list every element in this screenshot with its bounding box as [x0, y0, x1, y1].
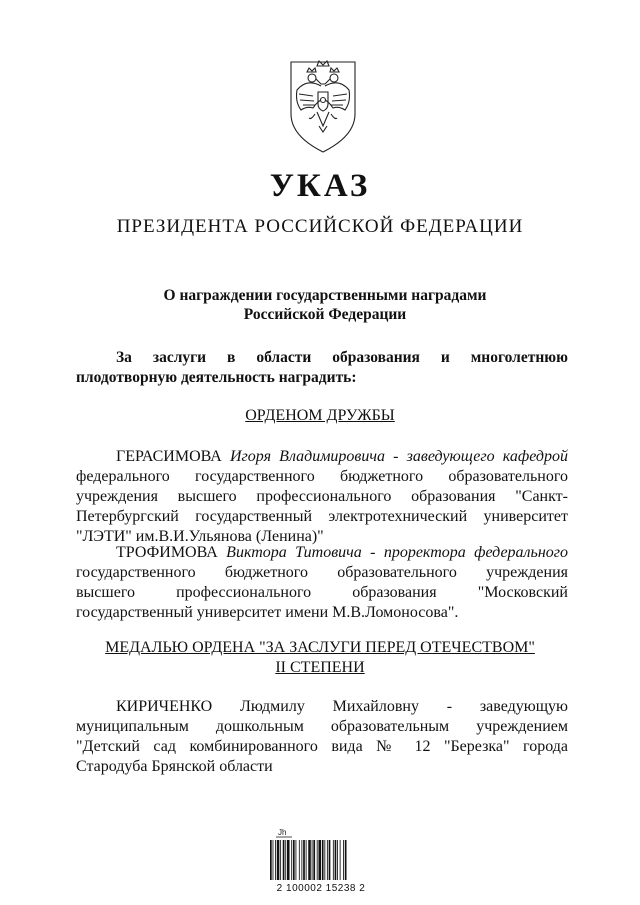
barcode-icon [262, 826, 380, 882]
page-title: УКАЗ [269, 168, 371, 204]
barcode-bar [270, 840, 272, 880]
barcode-bar [303, 840, 305, 880]
barcode-bar [318, 840, 321, 880]
recipient-line: Петербургский государственный электротехнический университет [76, 508, 568, 525]
award-recipient-gerasimov [76, 447, 568, 547]
recipient-line: государственного бюджетного образовательного учреждения [76, 564, 568, 581]
barcode-bar [306, 840, 307, 880]
recipient-line: муниципальным дошкольным образовательным учреждением [76, 718, 568, 735]
recipient-line: ГЕРАСИМОВА Игоря Владимировича - заведующего кафедрой [116, 448, 568, 465]
russian-coat-of-arms-icon [283, 52, 363, 156]
recipient-line: высшего профессионального образования "Московский [76, 584, 568, 601]
barcode [262, 826, 380, 898]
award-recipient-kirichenko [76, 697, 568, 777]
barcode-bar [327, 840, 328, 880]
barcode-bar [301, 840, 302, 880]
svg-text:Jh: Jh [278, 828, 287, 837]
recipient-line: учреждения высшего профессионального образования "Санкт- [76, 488, 568, 505]
barcode-bar [283, 840, 285, 880]
award-heading-order-of-friendship: ОРДЕНОМ ДРУЖБЫ [245, 407, 395, 424]
recipient-line: "ЛЭТИ" им.В.И.Ульянова (Ленина)" [76, 528, 324, 545]
barcode-bar [313, 840, 315, 880]
barcode-bar [285, 840, 286, 880]
intro-word: образования [332, 349, 420, 366]
barcode-bar [335, 840, 337, 880]
decree-title-line: Российской Федерации [243, 306, 407, 323]
barcode-bar [312, 840, 313, 880]
award-recipient-trofimov [76, 543, 568, 623]
barcode-bar [280, 840, 281, 880]
barcode-bar [308, 840, 311, 880]
barcode-bar [337, 840, 338, 880]
intro-word: многолетнюю [470, 349, 568, 366]
barcode-bar [299, 840, 300, 880]
recipient-line: Стародуба Брянской области [76, 758, 273, 775]
barcode-bar [275, 840, 276, 880]
award-heading-medal-merit: МЕДАЛЬЮ ОРДЕНА "ЗА ЗАСЛУГИ ПЕРЕД ОТЕЧЕСТВОМ" II СТЕПЕНИ [105, 639, 535, 676]
barcode-bar [277, 840, 280, 880]
barcode-bar [333, 840, 334, 880]
intro-line [76, 348, 568, 368]
page-subtitle: ПРЕЗИДЕНТА РОССИЙСКОЙ ФЕДЕРАЦИИ [116, 216, 524, 237]
intro-line: плодотворную деятельность наградить: [76, 369, 357, 386]
recipient-line: государственный университет имени М.В.Ломоносова". [76, 604, 459, 621]
barcode-bar [273, 840, 274, 880]
barcode-bar [322, 840, 324, 880]
recipient-line: федерального государственного бюджетного образовательного [76, 468, 568, 485]
decree-title [130, 286, 520, 324]
barcode-number: 2 100002 15238 2 [276, 883, 366, 894]
intro-word: в [227, 349, 236, 366]
intro-word: и [440, 349, 450, 366]
intro-paragraph [76, 348, 568, 388]
barcode-bar [329, 840, 331, 880]
intro-word: За [116, 349, 132, 366]
barcode-bar [324, 840, 325, 880]
barcode-bar [291, 840, 292, 880]
decree-title-line: О награждении государственными наградами [163, 287, 487, 304]
barcode-bar [293, 840, 295, 880]
barcode-bar [317, 840, 318, 880]
intro-word: области [256, 349, 312, 366]
barcode-bar [287, 840, 290, 880]
barcode-bar [296, 840, 297, 880]
barcode-bar [345, 840, 347, 880]
recipient-line: КИРИЧЕНКО Людмилу Михайловну - заведующую [116, 698, 568, 715]
recipient-line: ТРОФИМОВА Виктора Титовича - проректора федерального [116, 544, 568, 561]
recipient-line: "Детский сад комбинированного вида № 12 "Березка" города [76, 738, 568, 755]
barcode-bar [340, 840, 341, 880]
intro-word: заслуги [152, 349, 207, 366]
barcode-bar [343, 840, 344, 880]
